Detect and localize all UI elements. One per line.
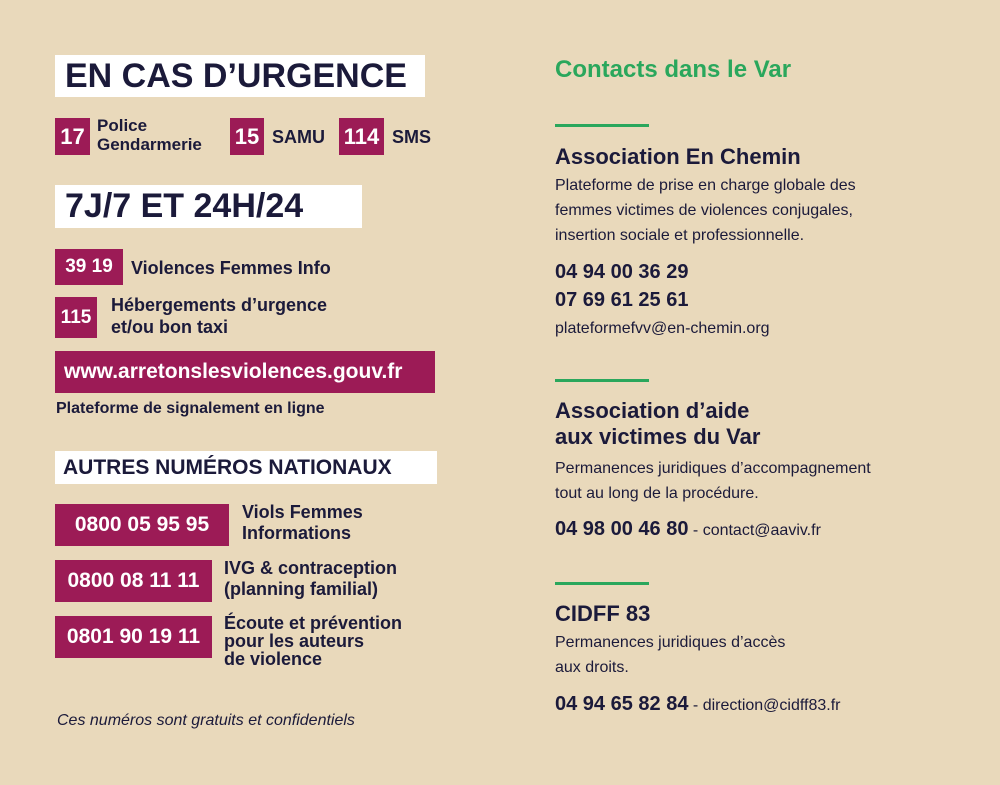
hotline-115[interactable]: 115 <box>55 297 97 338</box>
phone-link[interactable]: 04 94 00 36 29 <box>555 261 689 283</box>
email-link[interactable]: plateformefvv@en-chemin.org <box>555 320 770 337</box>
national-label-ivg <box>224 558 397 600</box>
national-number-ivg[interactable]: 0800 08 11 11 <box>55 560 212 602</box>
hotline-3919[interactable]: 39 19 <box>55 249 123 285</box>
section-divider <box>555 124 649 127</box>
label-line: de violence <box>224 649 323 669</box>
contact-desc-en-chemin <box>555 173 856 248</box>
label-line: IVG & contraception <box>224 558 398 578</box>
contacts-title: Contacts dans le Var <box>555 56 792 83</box>
email-link[interactable]: contact@aaviv.fr <box>702 522 821 539</box>
desc-line: Permanences juridiques d’accompagnement <box>555 460 871 477</box>
separator: - <box>688 522 703 539</box>
emergency-number-samu[interactable]: 15 <box>230 118 264 155</box>
national-number-viols[interactable]: 0800 05 95 95 <box>55 504 229 546</box>
desc-line: aux droits. <box>555 659 629 676</box>
label-line: pour les auteurs <box>224 631 365 651</box>
email-link[interactable]: direction@cidff83.fr <box>702 697 841 714</box>
emergency-label-police <box>97 116 202 154</box>
desc-line: tout au long de la procédure. <box>555 485 759 502</box>
label-line: Viols Femmes <box>242 502 363 522</box>
section-divider <box>555 582 649 585</box>
contact-desc-cidff <box>555 630 785 680</box>
name-line: aux victimes du Var <box>555 424 761 449</box>
contact-desc-aaviv <box>555 456 871 506</box>
section-divider <box>555 379 649 382</box>
website-link[interactable]: www.arretonslesviolences.gouv.fr <box>55 351 435 393</box>
label-line: (planning familial) <box>224 579 379 599</box>
desc-line: insertion sociale et professionnelle. <box>555 227 805 244</box>
contact-line-aaviv <box>555 515 821 545</box>
name-line: Association d’aide <box>555 398 750 423</box>
label-line: Police <box>97 116 148 135</box>
contact-phones-en-chemin <box>555 258 688 314</box>
label-line: Gendarmerie <box>97 135 202 154</box>
contact-line-cidff <box>555 690 840 720</box>
label-line: Informations <box>242 523 352 543</box>
footnote: Ces numéros sont gratuits et confidentiels <box>57 712 355 729</box>
emergency-label-sms: SMS <box>392 127 432 147</box>
hotline-3919-label: Violences Femmes Info <box>131 258 331 278</box>
emergency-label-samu: SAMU <box>272 127 325 147</box>
contact-name-aaviv <box>555 398 760 450</box>
national-label-viols <box>242 502 363 544</box>
contact-name-cidff: CIDFF 83 <box>555 601 651 626</box>
national-number-auteurs[interactable]: 0801 90 19 11 <box>55 616 212 658</box>
national-title: AUTRES NUMÉROS NATIONAUX <box>55 451 437 484</box>
emergency-number-sms[interactable]: 114 <box>339 118 384 155</box>
separator: - <box>688 697 703 714</box>
national-label-auteurs <box>224 614 402 668</box>
phone-link[interactable]: 04 94 65 82 84 <box>555 693 689 715</box>
label-line: Écoute et prévention <box>224 613 403 633</box>
label-line: Hébergements d’urgence <box>111 295 328 315</box>
hotline-115-label <box>111 294 327 338</box>
phone-link[interactable]: 04 98 00 46 80 <box>555 518 689 540</box>
label-line: et/ou bon taxi <box>111 317 228 337</box>
desc-line: Permanences juridiques d’accès <box>555 634 786 651</box>
website-caption: Plateforme de signalement en ligne <box>56 400 325 417</box>
emergency-number-police[interactable]: 17 <box>55 118 90 155</box>
contact-name-en-chemin: Association En Chemin <box>555 144 801 169</box>
phone-link[interactable]: 07 69 61 25 61 <box>555 289 689 311</box>
desc-line: femmes victimes de violences conjugales, <box>555 202 853 219</box>
availability-title: 7J/7 ET 24H/24 <box>55 185 362 228</box>
emergency-title: EN CAS D’URGENCE <box>55 55 425 97</box>
desc-line: Plateforme de prise en charge globale des <box>555 177 856 194</box>
